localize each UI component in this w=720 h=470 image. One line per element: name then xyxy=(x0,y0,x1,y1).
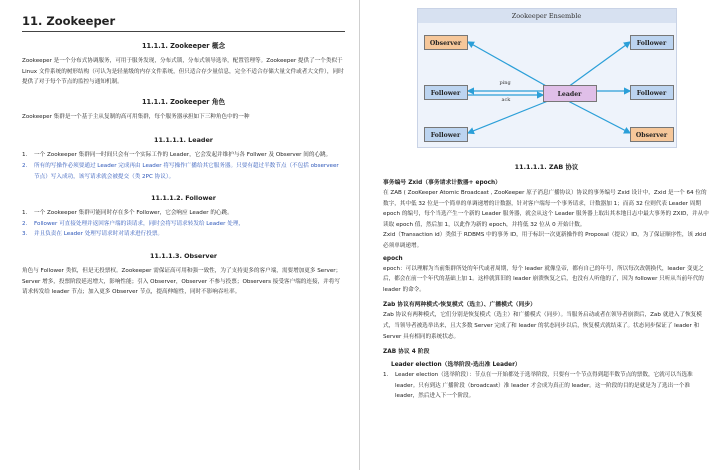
follower-node: Follower xyxy=(630,35,674,50)
list-item: 1. Leader election（选举阶段）：节点在一开始都处于选举阶段，只要有一个节点得到超半数节点的票数，它就可以当选准 leader。只有到达 广播阶段（broadcast）准 leader 才会成为真正的 leader。这一阶段的目的是就是为了选出一个准 leader，然后进入下一个阶段。 xyxy=(383,372,693,400)
zab-title: 11.1.1.1. ZAB 协议 xyxy=(514,163,579,171)
mode-label: Zab 协议有两种模式-恢复模式（选主）、广播模式（同步） xyxy=(383,302,536,309)
arrow-leader-follower-tr xyxy=(568,42,630,87)
follower-node: Follower xyxy=(630,85,674,100)
observer-node: Observer xyxy=(630,127,674,142)
right-page xyxy=(361,0,720,470)
roles-paragraph: Zookeeper 集群是一个基于主从复制的高可用集群，每个服务器承担如下三种角色中的一种 xyxy=(22,113,250,120)
list-item: 2. 所有的写操作必须要通过 Leader 完成再由 Leader 将写操作广播给其它服务器。只要有超过半数节点（不包括 observeer 节点）写入成功，该写请求就会被提交（类 2PC 协议）。 xyxy=(22,162,339,180)
follower-node: Follower xyxy=(424,85,468,100)
section-title-concept: 11.1.1. Zookeeper 概念 xyxy=(141,42,226,50)
ack-label: ack xyxy=(501,97,511,103)
observer-node: Observer xyxy=(424,35,468,50)
list-item: 3. 并且负责在 Leader 处理写请求时对请求进行投票。 xyxy=(22,231,164,238)
arrow-leader-follower-bl xyxy=(468,101,548,133)
arrow-leader-observer-br xyxy=(568,101,630,133)
follower-node: Follower xyxy=(424,127,468,142)
epoch-label: epoch xyxy=(383,255,403,262)
phase-label: ZAB 协议 4 阶段 xyxy=(383,349,430,356)
zxid-label: 事务编号 Zxid（事务请求计数器+ epoch） xyxy=(383,180,501,186)
zxid-paragraph-2: Zxid（Transaction id）类似于 RDBMS 中的事务 ID，用于标识一次更新操作的 Proposal（提议）ID。为了保证顺序性，该 zkid 必须单调递增。 xyxy=(383,232,707,249)
leader-title: 11.1.1.1. Leader xyxy=(154,136,213,145)
ping-label: ping xyxy=(499,80,511,86)
diagram-title: Zookeeper Ensemble xyxy=(418,9,676,23)
epoch-paragraph: epoch：可以理解为当前集群所处的年代或者周期，每个 leader 就像皇帝，都有自己的年号，所以每次改朝换代，leader 变更之后，都会在前一个年代的基础上加 1。这样就算旧的 leader 崩溃恢复之后，也没有人听他的了，因为 follower 只听从当前年代的 leader 的命令。 xyxy=(383,265,704,293)
zookeeper-ensemble-diagram xyxy=(417,8,677,148)
section-title-roles: 11.1.1. Zookeeper 角色 xyxy=(141,97,226,106)
list-item: 1. 一个 Zookeeper 集群可能同时存在多个 Follower，它会响应 Leader 的心跳。 xyxy=(22,210,233,217)
phase-sub-label: Leader election（选举阶段-选出准 Leader） xyxy=(391,362,521,369)
zxid-paragraph: 在 ZAB ( ZooKeeper Atomic Broadcast , ZooKeeper 原子消息广播协议）协议的事务编号 Zxid 设计中，Zxid 是一个 64 位的数字，其中低 32 位是一个简单的单调递增的计数器，针对客户端每一个事务请求，计数器加 1；而高 32 位则代表 Leader 周期 epoch 的编号，每个当选产生一个新的 Leader 服务器，就会从这个 Leader 服务器上取出其本地日志中最大事务的 ZXID，并从中读取 epoch 值，然后加 1，以此作为新的 epoch，并将低 32 位从 0 开始计数。 xyxy=(383,190,709,228)
follower-title: 11.1.1.2. Follower xyxy=(151,194,216,203)
observer-title: 11.1.1.3. Observer xyxy=(149,251,218,260)
observer-paragraph: 角色与 Follower 类似，但是无投票权。Zookeeper 需保证高可用和强一致性，为了支持更多的客户端，需要增加更多 Server；Server 增多，投票阶段延迟增大，影响性能；引入 Observer，Observer 不参与投票；Observers 接受客户端的连接，并将写请求转发给 leader 节点；加入更多 Observer 节点，提高伸缩性，同时不影响吞吐率。 xyxy=(22,267,342,296)
list-item: 2. Follower 可直接处理并返回客户端的读请求，同时会将写请求转发给 Leader 处理， xyxy=(22,220,245,227)
chapter-title: 11. Zookeeper xyxy=(22,14,345,32)
list-item: 1. 一个 Zookeeper 集群同一时间只会有一个实际工作的 Leader，它会发起并维护与各 Follwer 及 Observer 间的心跳。 xyxy=(22,152,332,159)
mode-paragraph: Zab 协议有两种模式，它们分别是恢复模式（选主）和广播模式（同步）。当服务启动或者在领导者崩溃后，Zab 就进入了恢复模式，当领导者被选举出来，且大多数 Server 完成了和 leader 的状态同步以后，恢复模式就结束了。状态同步保证了 leader 和 Server 具有相同的系统状态。 xyxy=(383,312,702,340)
concept-paragraph: Zookeeper 是一个分布式协调服务，可用于服务发现，分布式锁，分布式领导选举，配置管理等。Zookeeper 提供了一个类似于 Linux 文件系统的树形结构（可认为是轻量级的内存文件系统，但只适合存少量信息，完全不适合存储大量文件或者大文件），同时提供了对于每个节点的监控与通知机制。 xyxy=(22,58,344,86)
leader-node: Leader xyxy=(543,85,597,102)
